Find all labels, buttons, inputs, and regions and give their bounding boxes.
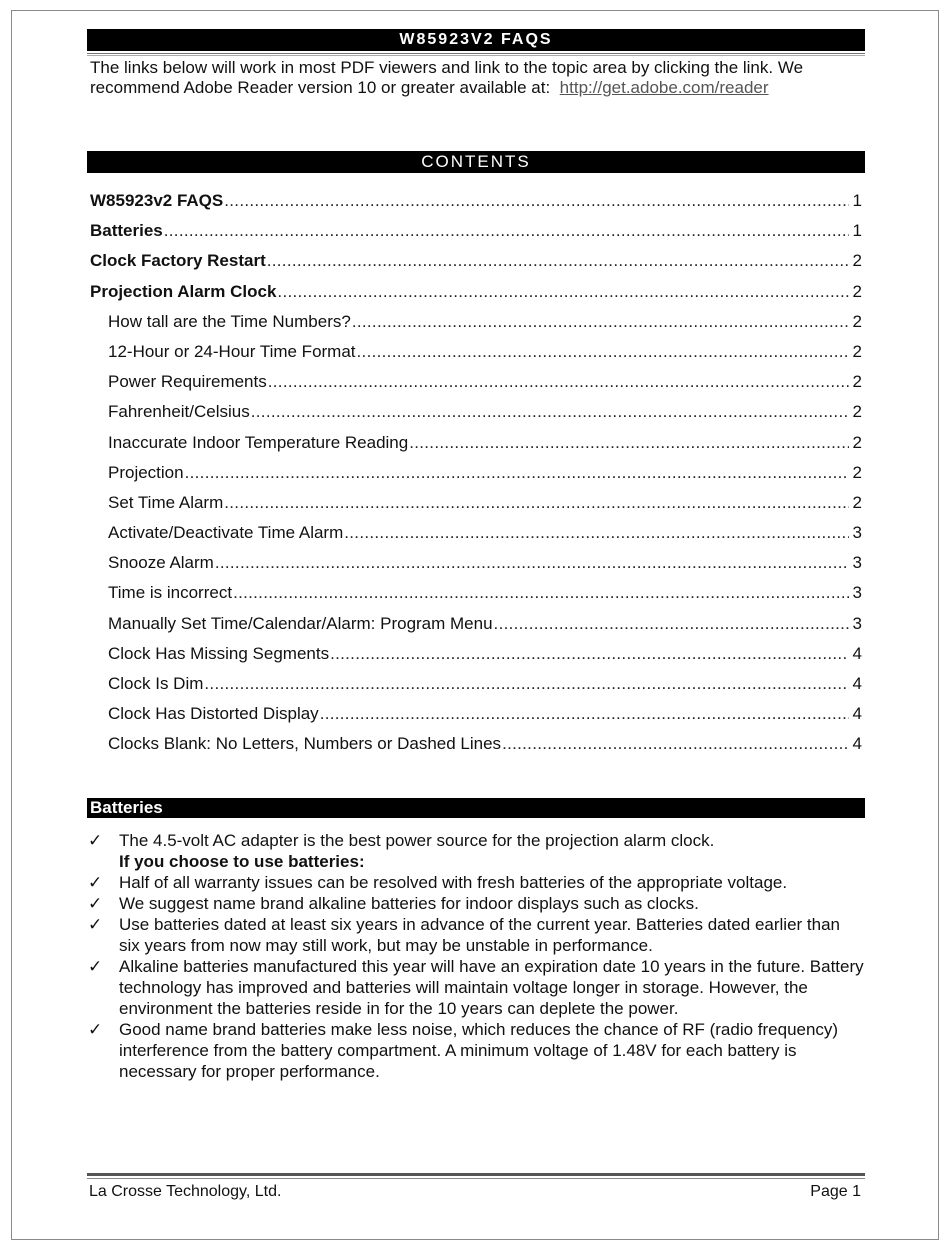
- toc-entry[interactable]: [87, 463, 865, 493]
- toc-entry-page: 2: [852, 251, 862, 271]
- list-item: [87, 956, 865, 1019]
- toc-dot-leader: [251, 402, 849, 422]
- toc-entry[interactable]: [87, 704, 865, 734]
- toc-entry[interactable]: [87, 734, 865, 764]
- toc-entry[interactable]: [87, 553, 865, 583]
- checkmark-icon: ✓: [88, 830, 103, 850]
- toc-entry-label: Activate/Deactivate Time Alarm: [108, 523, 344, 543]
- toc-entry-label: Manually Set Time/Calendar/Alarm: Program Menu: [108, 613, 493, 633]
- list-item-text: [119, 914, 865, 956]
- toc-dot-leader: [494, 614, 849, 634]
- toc-entry[interactable]: [87, 342, 865, 372]
- toc-dot-leader: [185, 463, 849, 483]
- toc-dot-leader: [215, 553, 849, 573]
- toc-dot-leader: [344, 523, 848, 543]
- toc-entry-page: 2: [852, 372, 862, 392]
- checkmark-icon: ✓: [88, 914, 103, 934]
- toc-entry-page: 2: [852, 341, 862, 361]
- toc-dot-leader: [409, 433, 848, 453]
- toc-entry-page: 1: [852, 191, 862, 210]
- checkmark-icon: ✓: [88, 872, 103, 892]
- footer-company: La Crosse Technology, Ltd.: [89, 1183, 282, 1200]
- toc-dot-leader: [277, 282, 848, 302]
- toc-dot-leader: [268, 372, 849, 392]
- checkmark-icon: ✓: [88, 1019, 103, 1039]
- toc-dot-leader: [357, 342, 849, 362]
- intro-text: The links below will work in most PDF viewers and link to the topic area by clicking the link. We recommend Adobe Reader version 10 or greater available at:: [90, 58, 804, 97]
- list-item: [87, 830, 865, 872]
- document-title: W85923V2 FAQS: [87, 29, 865, 51]
- toc-entry[interactable]: [87, 523, 865, 553]
- document-content: [87, 29, 865, 1082]
- toc-entry-label: Snooze Alarm: [108, 553, 214, 573]
- toc-entry[interactable]: [87, 644, 865, 674]
- batteries-heading: Batteries: [87, 798, 865, 818]
- batteries-list: [87, 830, 865, 1082]
- toc-entry-page: 4: [852, 734, 862, 754]
- toc-entry-label: Power Requirements: [108, 372, 267, 392]
- list-item: [87, 1019, 865, 1082]
- list-item-body: The 4.5-volt AC adapter is the best power source for the projection alarm clock.: [119, 830, 715, 850]
- toc-entry[interactable]: [87, 372, 865, 402]
- toc-entry-label: Fahrenheit/Celsius: [108, 402, 250, 422]
- contents-heading: CONTENTS: [87, 151, 865, 173]
- toc-dot-leader: [502, 734, 848, 754]
- footer-divider: [87, 1173, 865, 1179]
- toc-entry[interactable]: [87, 282, 865, 312]
- toc-dot-leader: [320, 704, 849, 724]
- toc-entry-page: 3: [852, 553, 862, 573]
- toc-entry-label: Clocks Blank: No Letters, Numbers or Dashed Lines: [108, 734, 502, 754]
- toc-entry-label: Batteries: [90, 221, 163, 241]
- toc-entry[interactable]: [87, 402, 865, 432]
- toc-dot-leader: [224, 493, 848, 513]
- list-item: [87, 914, 865, 956]
- toc-dot-leader: [224, 191, 848, 211]
- toc-entry-page: 4: [852, 643, 862, 663]
- toc-entry-label: W85923v2 FAQS: [90, 191, 224, 210]
- toc-entry-page: 2: [852, 492, 862, 512]
- toc-entry-label: Set Time Alarm: [108, 492, 224, 512]
- list-item-body: Good name brand batteries make less noise, which reduces the chance of RF (radio frequency) interference from the battery compartment. A minimum voltage of 1.48V for each battery is necessary for proper performance.: [119, 1019, 839, 1081]
- adobe-reader-link[interactable]: http://get.adobe.com/reader: [559, 78, 769, 97]
- table-of-contents: [87, 191, 865, 765]
- toc-entry-page: 2: [852, 432, 862, 452]
- toc-entry[interactable]: [87, 221, 865, 251]
- list-item: [87, 872, 865, 893]
- toc-entry-page: 3: [852, 613, 862, 633]
- toc-entry-label: How tall are the Time Numbers?: [108, 311, 351, 331]
- toc-entry-label: Inaccurate Indoor Temperature Reading: [108, 432, 409, 452]
- checkmark-icon: ✓: [88, 893, 103, 913]
- toc-entry-page: 4: [852, 674, 862, 693]
- toc-entry-page: 2: [852, 311, 862, 331]
- list-item-text: [119, 893, 865, 914]
- list-item: [87, 893, 865, 914]
- toc-dot-leader: [330, 644, 848, 664]
- toc-entry-label: Time is incorrect: [108, 583, 233, 603]
- toc-entry[interactable]: [87, 493, 865, 523]
- toc-entry[interactable]: [87, 433, 865, 463]
- checkmark-icon: ✓: [88, 956, 103, 976]
- toc-entry-page: 1: [852, 221, 862, 241]
- toc-entry-page: 2: [852, 402, 862, 422]
- toc-entry-label: Clock Has Distorted Display: [108, 704, 319, 724]
- toc-entry-label: Projection Alarm Clock: [90, 281, 277, 301]
- list-item-text: [119, 956, 865, 1019]
- toc-entry[interactable]: [87, 251, 865, 281]
- toc-entry-page: 3: [852, 583, 862, 603]
- toc-dot-leader: [267, 251, 849, 271]
- list-item-body: Use batteries dated at least six years in advance of the current year. Batteries dated earlier than six years from now may still work, but may be unstable in performance.: [119, 914, 841, 955]
- toc-entry-label: Projection: [108, 462, 184, 482]
- toc-entry[interactable]: [87, 312, 865, 342]
- list-item-body: We suggest name brand alkaline batteries for indoor displays such as clocks.: [119, 893, 699, 913]
- toc-entry-page: 2: [852, 281, 862, 301]
- toc-entry-page: 3: [852, 523, 862, 543]
- list-item-subheading: If you choose to use batteries:: [119, 851, 365, 871]
- list-item-body: Alkaline batteries manufactured this year will have an expiration date 10 years in the future. Battery technology has improved and batteries will maintain voltage longer in storage. However, the environment the batteries reside in for the 10 years can deplete the power.: [119, 956, 864, 1018]
- footer-page-number: Page 1: [810, 1183, 861, 1200]
- intro-paragraph: [90, 58, 865, 98]
- toc-entry[interactable]: [87, 191, 865, 221]
- list-item-text: [119, 872, 865, 893]
- toc-entry[interactable]: [87, 614, 865, 644]
- toc-dot-leader: [233, 583, 848, 603]
- list-item-text: [119, 1019, 865, 1082]
- list-item-body: Half of all warranty issues can be resolved with fresh batteries of the appropriate voltage.: [119, 872, 788, 892]
- toc-dot-leader: [164, 221, 849, 241]
- toc-entry-page: 4: [852, 704, 862, 724]
- toc-entry[interactable]: [87, 674, 865, 704]
- toc-entry-label: Clock Has Missing Segments: [108, 643, 330, 663]
- toc-entry-label: Clock Is Dim: [108, 674, 204, 693]
- toc-dot-leader: [204, 674, 848, 694]
- list-item-text: [119, 830, 865, 872]
- toc-entry-label: 12-Hour or 24-Hour Time Format: [108, 341, 356, 361]
- toc-entry[interactable]: [87, 583, 865, 613]
- title-divider: [87, 53, 865, 56]
- toc-dot-leader: [352, 312, 849, 332]
- toc-entry-page: 2: [852, 462, 862, 482]
- toc-entry-label: Clock Factory Restart: [90, 251, 266, 271]
